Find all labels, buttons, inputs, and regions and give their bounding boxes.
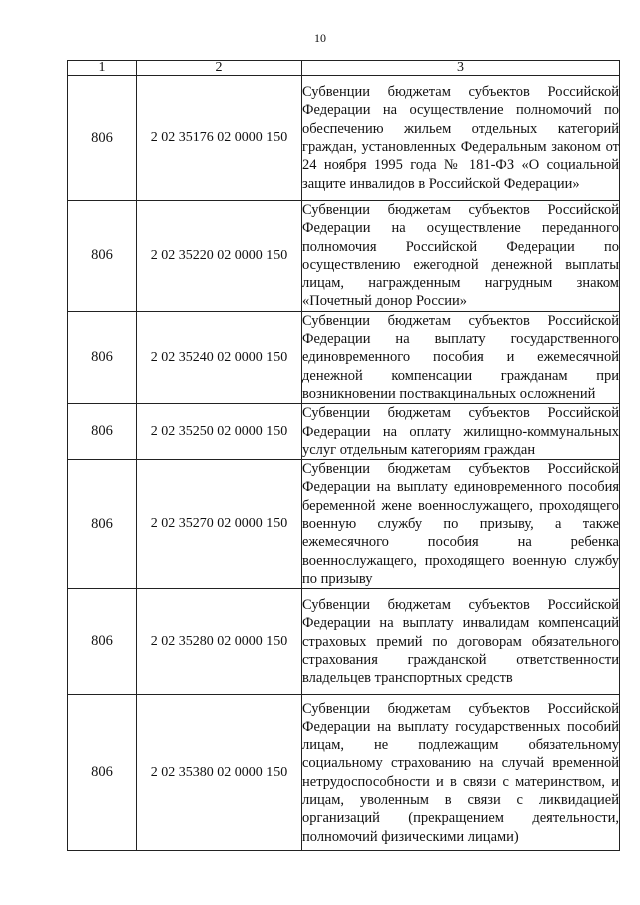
budget-code-cell: 2 02 35176 02 0000 150	[137, 76, 302, 201]
description-cell: Субвенции бюджетам субъектов Российской Федерации на оплату жилищно-коммунальных услуг отдельным категориям граждан	[302, 405, 619, 458]
description-cell: Субвенции бюджетам субъектов Российской Федерации на выплату инвалидам компенсаций страховых премий по договорам обязательного страхования гражданской ответственности владельцев транспортных средств	[302, 589, 620, 695]
page-number: 10	[314, 31, 326, 45]
table-row	[68, 589, 620, 695]
budget-code-cell: 2 02 35220 02 0000 150	[137, 201, 302, 312]
admin-code-cell: 806	[68, 460, 137, 589]
description-cell: Субвенции бюджетам субъектов Российской Федерации на выплату государственных пособий лицам, не подлежащим обязательному социальному страхованию на случай временной нетрудоспособности и в связи с материнством, и лицам, уволенным в связи с ликвидацией организаций (прекращением деятельности, полномочий физическими лицами)	[302, 695, 620, 851]
table-row	[68, 460, 620, 589]
budget-code-cell: 2 02 35380 02 0000 150	[137, 695, 302, 851]
column-header-3: 3	[302, 61, 620, 76]
table-row	[68, 695, 620, 851]
budget-code-cell: 2 02 35240 02 0000 150	[137, 311, 302, 403]
table-row	[68, 404, 620, 460]
column-header-2: 2	[137, 61, 302, 76]
admin-code-cell: 806	[68, 76, 137, 201]
admin-code-cell: 806	[68, 404, 137, 460]
admin-code-cell: 806	[68, 311, 137, 403]
admin-code-cell: 806	[68, 201, 137, 312]
admin-code-cell: 806	[68, 695, 137, 851]
table-row	[68, 201, 620, 312]
column-header-1: 1	[68, 61, 137, 76]
description-cell: Субвенции бюджетам субъектов Российской Федерации на осуществление полномочий по обеспечению жильем отдельных категорий граждан, установленных Федеральным законом от 24 ноября 1995 года № 181-ФЗ «О социальной защите инвалидов в Российской Федерации»	[302, 76, 620, 201]
table-row	[68, 76, 620, 201]
description-cell: Субвенции бюджетам субъектов Российской Федерации на выплату государственного единовременного пособия и ежемесячной денежной компенсации гражданам при возникновении поствакцинальных осложнений	[302, 312, 619, 402]
budget-code-cell: 2 02 35250 02 0000 150	[137, 404, 302, 460]
table-header-row	[68, 61, 620, 76]
revenue-codes-table	[67, 60, 620, 851]
budget-code-cell: 2 02 35270 02 0000 150	[137, 460, 302, 589]
budget-code-cell: 2 02 35280 02 0000 150	[137, 589, 302, 695]
description-cell: Субвенции бюджетам субъектов Российской Федерации на выплату единовременного пособия беременной жене военнослужащего, проходящего военную службу по призыву, а также ежемесячного пособия на ребенка военнослужащего, проходящего военную службу по призыву	[302, 461, 619, 587]
description-cell: Субвенции бюджетам субъектов Российской Федерации на осуществление переданного полномочия Российской Федерации по осуществлению ежегодной денежной выплаты лицам, награжденным нагрудным знаком «Почетный донор России»	[302, 202, 619, 310]
admin-code-cell: 806	[68, 589, 137, 695]
table-row	[68, 311, 620, 403]
